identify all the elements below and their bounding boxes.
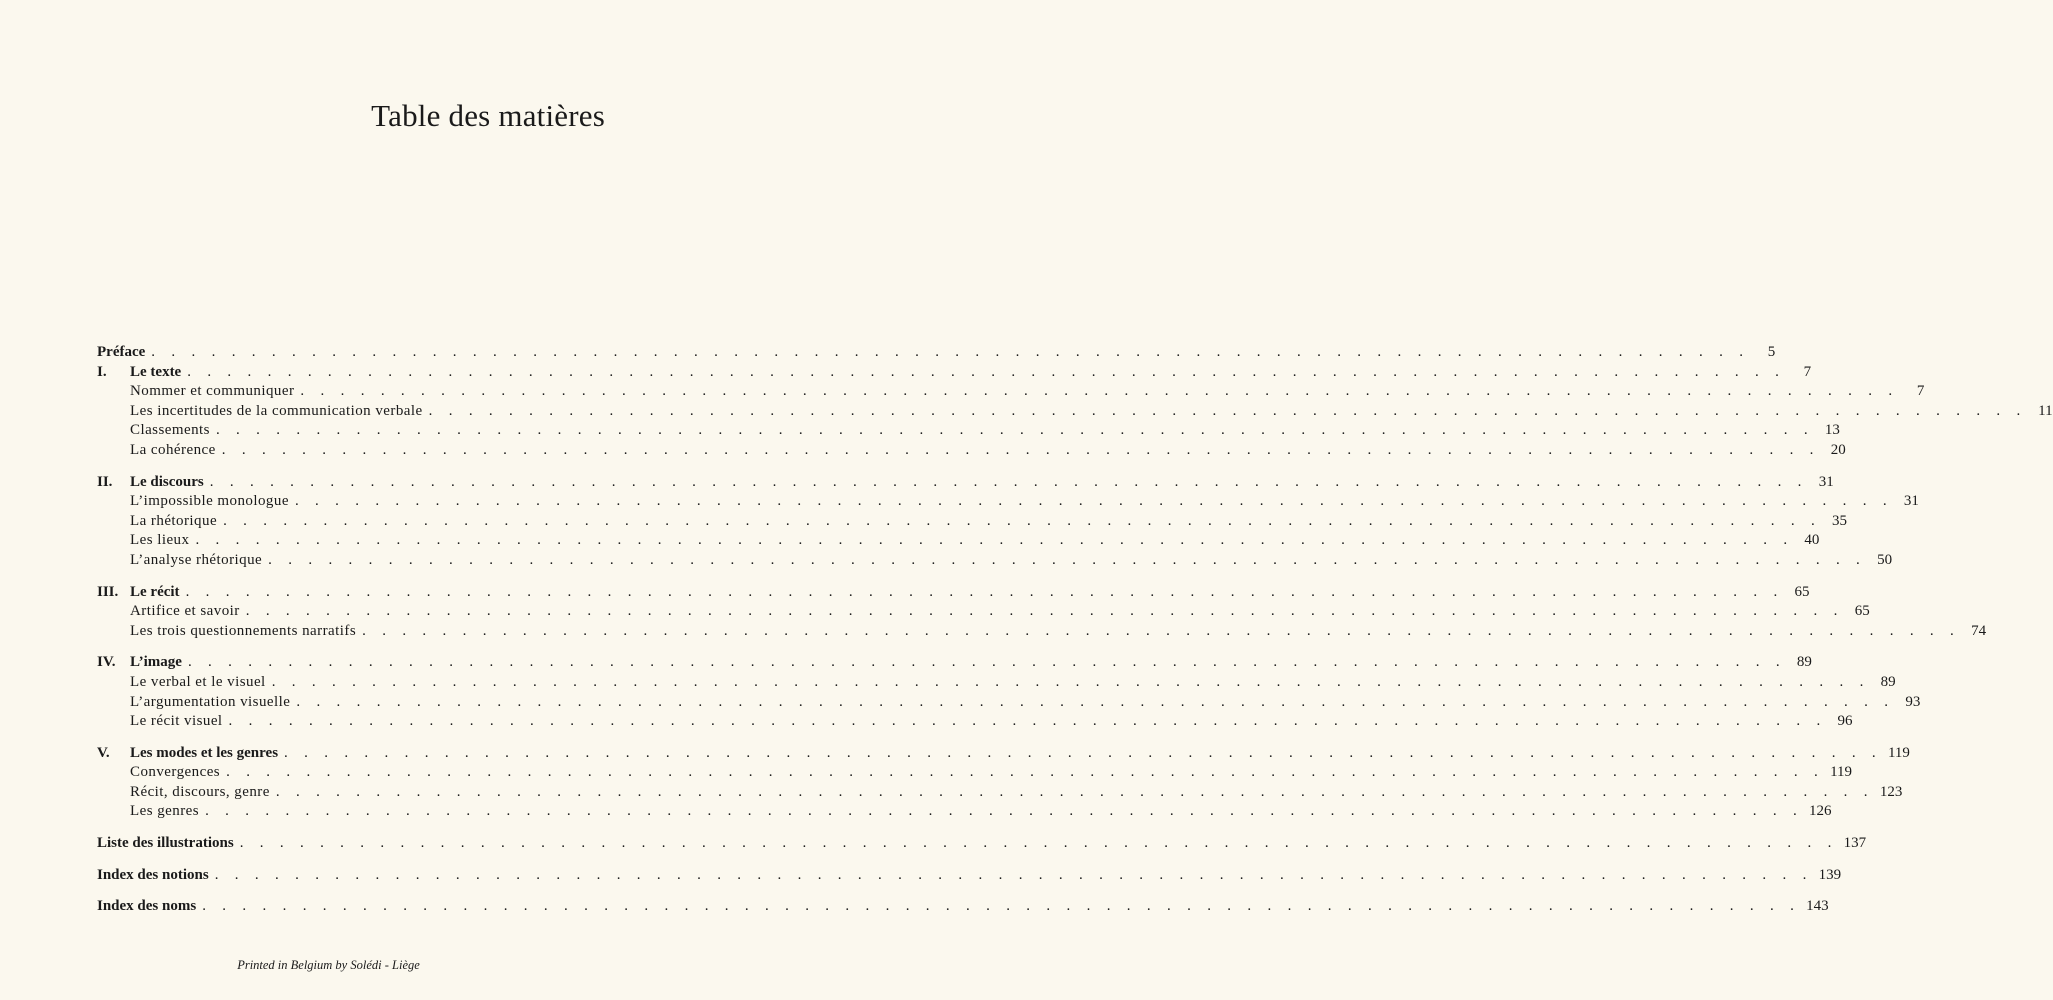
entry-label: Préface (97, 344, 146, 360)
page-number: 89 (1796, 654, 1812, 671)
section-gap (97, 461, 603, 473)
section-gap (97, 641, 603, 653)
toc-section-entry (97, 512, 1848, 532)
entry-label: Récit, discours, genre (130, 783, 270, 800)
page-number: 11 (2038, 402, 2053, 419)
toc-chapter-entry (97, 834, 1867, 854)
page-number: 96 (1837, 713, 1853, 730)
dot-leader: . . . . . . . . . . . . . . . . . . . . . . . . . . . . . . . . . . . . . . . . . . . . . . . . . . . . . . . . . . . . . . . . . . . . . . . . . . . . . . . . (362, 622, 1961, 639)
dot-leader: . . . . . . . . . . . . . . . . . . . . . . . . . . . . . . . . . . . . . . . . . . . . . . . . . . . . . . . . . . . . . . . . . . . . . . . . . . . . . . . . (195, 532, 1794, 549)
dot-leader: . . . . . . . . . . . . . . . . . . . . . . . . . . . . . . . . . . . . . . . . . . . . . . . . . . . . . . . . . . . . . . . . . . . . . . . . . . . . . . . . (275, 783, 1874, 800)
table-of-contents (97, 343, 2053, 917)
entry-label: La rhétorique (130, 512, 218, 529)
dot-leader: . . . . . . . . . . . . . . . . . . . . . . . . . . . . . . . . . . . . . . . . . . . . . . . . . . . . . . . . . . . . . . . . . . . . . . . . . . . . . . . . (221, 441, 1820, 458)
toc-section-entry (97, 421, 1840, 441)
dot-leader: . . . . . . . . . . . . . . . . . . . . . . . . . . . . . . . . . . . . . . . . . . . . . . . . . . . . . . . . . . . . . . . . . . . . . . . . . . . . . . . . (223, 512, 1822, 529)
page-number: 93 (1905, 693, 1921, 710)
entry-label: Le texte (130, 363, 182, 380)
page-number: 35 (1832, 512, 1848, 529)
chapter-number: V. (97, 744, 110, 761)
section-gap (97, 885, 603, 897)
toc-section-entry (97, 802, 1832, 822)
entry-label: Liste des illustrations (97, 835, 234, 852)
page-number: 65 (1794, 583, 1810, 600)
page-number: 31 (1903, 493, 1919, 510)
entry-label: L’analyse rhétorique (130, 551, 263, 568)
dot-leader: . . . . . . . . . . . . . . . . . . . . . . . . . . . . . . . . . . . . . . . . . . . . . . . . . . . . . . . . . . . . . . . . . . . . . . . . . . . . . . . . (271, 673, 1870, 690)
chapter-number: III. (97, 583, 119, 600)
toc-chapter-entry (97, 363, 1812, 383)
dot-leader: . . . . . . . . . . . . . . . . . . . . . . . . . . . . . . . . . . . . . . . . . . . . . . . . . . . . . . . . . . . . . . . . . . . . . . . . . . . . . . . . (228, 713, 1827, 730)
toc-chapter-entry (97, 653, 1812, 673)
page-number: 119 (1830, 764, 1853, 781)
page-number: 13 (1824, 422, 1840, 439)
printer-imprint: Printed in Belgium by Solédi - Liège (237, 958, 420, 972)
page-number: 89 (1880, 673, 1896, 690)
page-number: 137 (1843, 835, 1867, 852)
toc-section-entry (97, 763, 1853, 783)
entry-label: Nommer et communiquer (130, 383, 295, 400)
page-number: 7 (1803, 363, 1812, 380)
toc-chapter-entry (97, 583, 1810, 603)
dot-leader: . . . . . . . . . . . . . . . . . . . . . . . . . . . . . . . . . . . . . . . . . . . . . . . . . . . . . . . . . . . . . . . . . . . . . . . . . . . . . . . . (296, 693, 1895, 710)
entry-label: Index des noms (97, 898, 197, 915)
page-number: 126 (1809, 803, 1832, 820)
dot-leader: . . . . . . . . . . . . . . . . . . . . . . . . . . . . . . . . . . . . . . . . . . . . . . . . . . . . . . . . . . . . . . . . . . . . . . . . . . . . . . . . (187, 654, 1786, 671)
toc-section-entry (97, 531, 1820, 551)
dot-leader: . . . . . . . . . . . . . . . . . . . . . . . . . . . . . . . . . . . . . . . . . . . . . . . . . . . . . . . . . . . . . . . . . . . . . . . . . . . . . . . . (205, 803, 1804, 820)
chapter-number: IV. (97, 654, 116, 671)
toc-chapter-entry (97, 343, 1776, 363)
dot-leader: . . . . . . . . . . . . . . . . . . . . . . . . . . . . . . . . . . . . . . . . . . . . . . . . . . . . . . . . . . . . . . . . . . . . . . . . . . . . . . . . (202, 898, 1801, 915)
page-number: 20 (1830, 441, 1846, 458)
dot-leader: . . . . . . . . . . . . . . . . . . . . . . . . . . . . . . . . . . . . . . . . . . . . . . . . . . . . . . . . . . . . . . . . . . . . . . . . . . . . . . . . (268, 551, 1867, 568)
entry-label: La cohérence (130, 441, 216, 458)
dot-leader: . . . . . . . . . . . . . . . . . . . . . . . . . . . . . . . . . . . . . . . . . . . . . . . . . . . . . . . . . . . . . . . . . . . . . . . . . . . . . . . . (428, 402, 2027, 419)
dot-leader: . . . . . . . . . . . . . . . . . . . . . . . . . . . . . . . . . . . . . . . . . . . . . . . . . . . . . . . . . . . . . . . . . . . . . . . . . . . . . . . . (245, 603, 1844, 620)
page-number: 123 (1879, 783, 1903, 800)
entry-label: L’impossible monologue (130, 493, 289, 510)
chapter-number: I. (97, 363, 107, 380)
section-gap (97, 822, 603, 834)
entry-label: Les lieux (130, 532, 190, 549)
dot-leader: . . . . . . . . . . . . . . . . . . . . . . . . . . . . . . . . . . . . . . . . . . . . . . . . . . . . . . . . . . . . . . . . . . . . . . . . . . . . . . . . (215, 422, 1814, 439)
section-gap (97, 854, 603, 866)
entry-label: Artifice et savoir (130, 603, 240, 620)
toc-section-entry (97, 622, 1987, 642)
entry-label: Les genres (130, 803, 200, 820)
section-gap (97, 571, 603, 583)
page-number: 7 (1916, 383, 1925, 400)
entry-label: Convergences (130, 764, 221, 781)
dot-leader: . . . . . . . . . . . . . . . . . . . . . . . . . . . . . . . . . . . . . . . . . . . . . . . . . . . . . . . . . . . . . . . . . . . . . . . . . . . . . . . . (239, 835, 1838, 852)
entry-label: Le discours (130, 473, 204, 490)
page-number: 31 (1818, 473, 1834, 490)
dot-leader: . . . . . . . . . . . . . . . . . . . . . . . . . . . . . . . . . . . . . . . . . . . . . . . . . . . . . . . . . . . . . . . . . . . . . . . . . . . . . . . . (294, 493, 1893, 510)
entry-label: Les modes et les genres (130, 744, 279, 761)
entry-label: Les trois questionnements narratifs (130, 622, 357, 639)
page-number: 5 (1767, 344, 1776, 360)
dot-leader: . . . . . . . . . . . . . . . . . . . . . . . . . . . . . . . . . . . . . . . . . . . . . . . . . . . . . . . . . . . . . . . . . . . . . . . . . . . . . . . . (214, 866, 1813, 883)
entry-label: Le verbal et le visuel (130, 673, 266, 690)
toc-chapter-entry (97, 473, 1834, 493)
toc-section-entry (97, 402, 2053, 422)
page-number: 139 (1818, 866, 1842, 883)
dot-leader: . . . . . . . . . . . . . . . . . . . . . . . . . . . . . . . . . . . . . . . . . . . . . . . . . . . . . . . . . . . . . . . . . . . . . . . . . . . . . . . . (209, 473, 1808, 490)
toc-section-entry (97, 783, 1903, 803)
entry-label: Les incertitudes de la communication verbale (130, 402, 423, 419)
toc-section-entry (97, 673, 1896, 693)
toc-section-entry (97, 441, 1846, 461)
page-number: 40 (1804, 532, 1820, 549)
entry-label: Index des notions (97, 866, 209, 883)
dot-leader: . . . . . . . . . . . . . . . . . . . . . . . . . . . . . . . . . . . . . . . . . . . . . . . . . . . . . . . . . . . . . . . . . . . . . . . . . . . . . . . . (185, 583, 1784, 600)
toc-section-entry (97, 382, 1925, 402)
entry-label: L’argumentation visuelle (130, 693, 291, 710)
entry-label: Le récit (130, 583, 180, 600)
dot-leader: . . . . . . . . . . . . . . . . . . . . . . . . . . . . . . . . . . . . . . . . . . . . . . . . . . . . . . . . . . . . . . . . . . . . . . . . . . . . . . . . (300, 383, 1899, 400)
toc-section-entry (97, 492, 1919, 512)
entry-label: Classements (130, 422, 210, 439)
dot-leader: . . . . . . . . . . . . . . . . . . . . . . . . . . . . . . . . . . . . . . . . . . . . . . . . . . . . . . . . . . . . . . . . . . . . . . . . . . . . . . . . (187, 363, 1786, 380)
toc-chapter-entry (97, 897, 1829, 917)
page-number: 119 (1887, 744, 1910, 761)
toc-chapter-entry (97, 866, 1842, 886)
chapter-number: II. (97, 473, 113, 490)
page-number: 65 (1854, 603, 1870, 620)
dot-leader: . . . . . . . . . . . . . . . . . . . . . . . . . . . . . . . . . . . . . . . . . . . . . . . . . . . . . . . . . . . . . . . . . . . . . . . . . . . . . . . . (284, 744, 1882, 761)
page-number: 143 (1806, 898, 1829, 915)
toc-section-entry (97, 551, 1893, 571)
dot-leader: . . . . . . . . . . . . . . . . . . . . . . . . . . . . . . . . . . . . . . . . . . . . . . . . . . . . . . . . . . . . . . . . . . . . . . . . . . . . . . . . (226, 764, 1825, 781)
page-number: 74 (1971, 622, 1987, 639)
page-number: 50 (1877, 551, 1893, 568)
toc-chapter-entry (97, 744, 1910, 764)
section-gap (97, 732, 603, 744)
entry-label: Le récit visuel (130, 713, 223, 730)
toc-section-entry (97, 712, 1853, 732)
toc-section-entry (97, 693, 1921, 713)
dot-leader: . . . . . . . . . . . . . . . . . . . . . . . . . . . . . . . . . . . . . . . . . . . . . . . . . . . . . . . . . . . . . . . . . . . . . . . . . . . . . . . . (151, 344, 1750, 360)
entry-label: L’image (130, 654, 182, 671)
page-title: Table des matières (371, 98, 605, 133)
toc-section-entry (97, 602, 1870, 622)
